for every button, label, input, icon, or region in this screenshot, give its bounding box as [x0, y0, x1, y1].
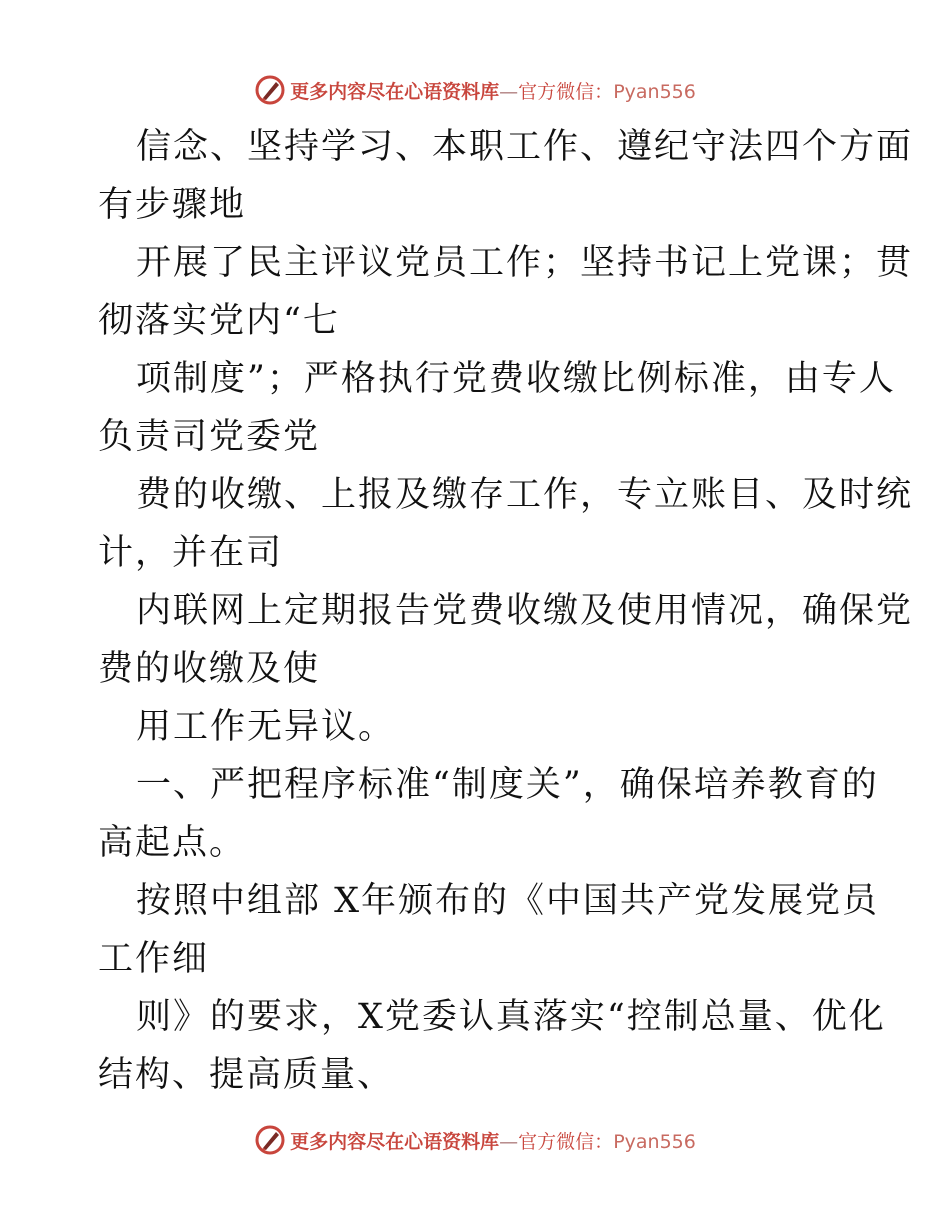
text-line: 有步骤地 — [98, 185, 247, 225]
text-line: 工作细 — [98, 939, 210, 979]
text-line: 按照中组部 X年颁布的《中国共产党发展党员 — [136, 881, 880, 921]
header-banner — [0, 70, 950, 110]
text-line: 用工作无异议。 — [136, 707, 396, 747]
text-line: 内联网上定期报告党费收缴及使用情况，确保党 — [136, 591, 914, 631]
document-body — [98, 118, 914, 1104]
text-line: 则》的要求，X党委认真落实“控制总量、优化 — [136, 997, 886, 1037]
text-line: 彻落实党内“七 — [98, 301, 340, 341]
banner-account-label: 官方微信： — [518, 80, 614, 103]
banner-account-label: 官方微信： — [518, 1130, 614, 1153]
text-line: 开展了民主评议党员工作；坚持书记上党课；贯 — [136, 243, 914, 283]
quill-logo-icon — [254, 74, 286, 106]
banner-main-text: 更多内容尽在心语资料库 — [290, 1130, 500, 1153]
text-line: 计，并在司 — [98, 533, 284, 573]
text-line: 费的收缴、上报及缴存工作，专立账目、及时统 — [136, 475, 914, 515]
banner-main-text: 更多内容尽在心语资料库 — [290, 80, 500, 103]
footer-banner — [0, 1120, 950, 1160]
text-line: 结构、提高质量、 — [98, 1055, 395, 1095]
text-line: 费的收缴及使 — [98, 649, 321, 689]
text-line: 负责司党委党 — [98, 417, 321, 457]
banner-dash: — — [499, 1130, 519, 1153]
section-heading-line: 高起点。 — [98, 823, 247, 863]
banner-account-id: Pyan556 — [613, 1130, 696, 1153]
text-line: 信念、坚持学习、本职工作、遵纪守法四个方面 — [136, 127, 914, 167]
section-heading-line: 一、严把程序标准“制度关”，确保培养教育的 — [136, 765, 879, 805]
banner-account-id: Pyan556 — [613, 80, 696, 103]
banner-dash: — — [499, 80, 519, 103]
text-line: 项制度”；严格执行党费收缴比例标准，由专人 — [136, 359, 896, 399]
quill-logo-icon — [254, 1124, 286, 1156]
